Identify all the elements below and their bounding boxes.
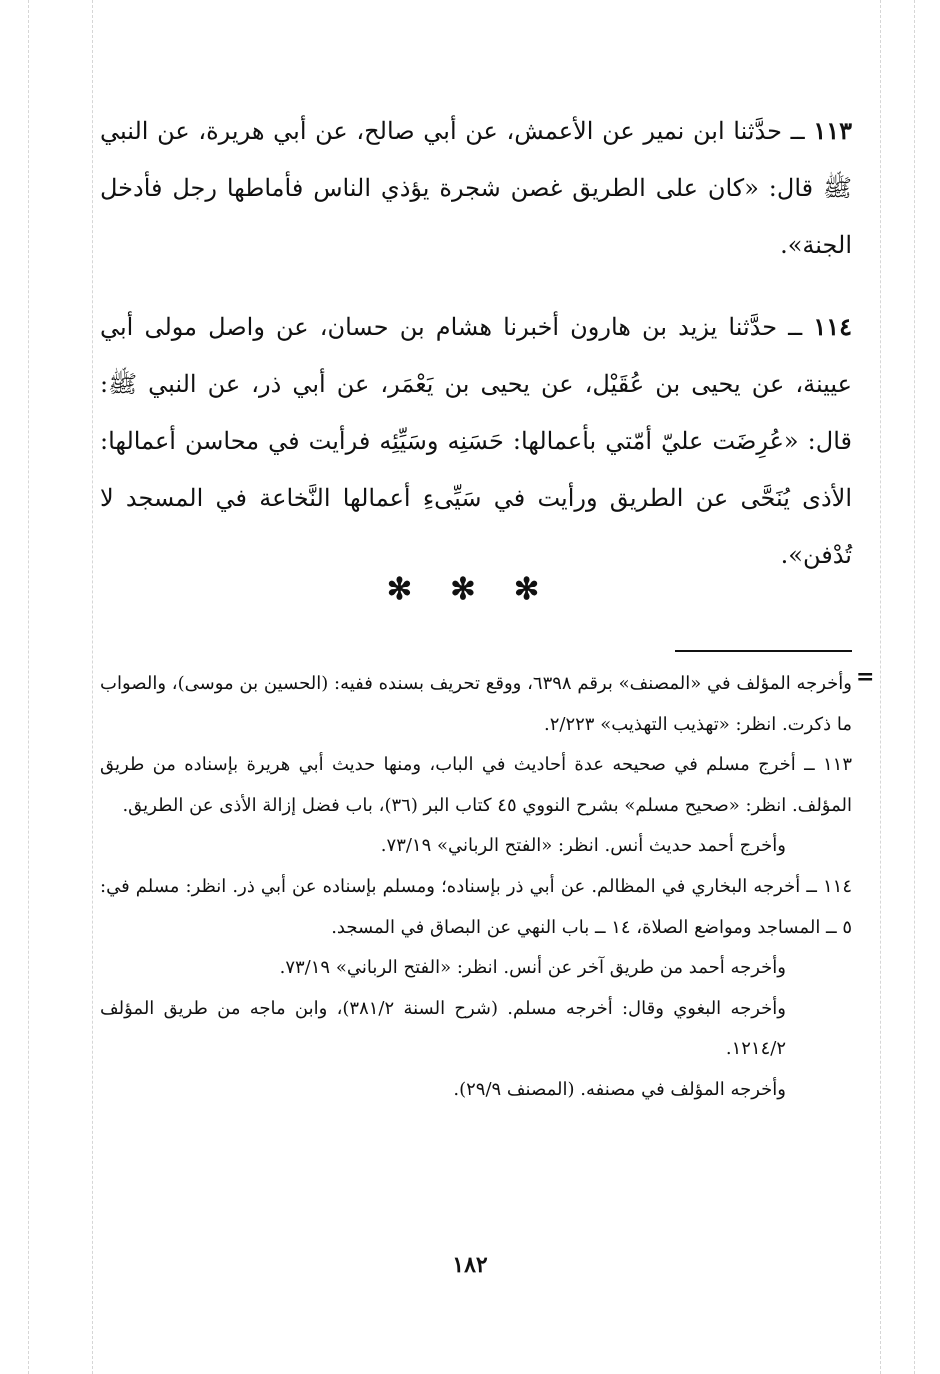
footnotes <box>100 664 852 1111</box>
footnote-114-extra: وأخرجه البغوي وقال: أخرجه مسلم. (شرح السنة ٣٨١/٢)، وابن ماجه من طريق المؤلف ١٢١٤/٢. <box>100 997 786 1060</box>
footnote-113-extra: وأخرج أحمد حديث أنس. انظر: «الفتح الرباني» ٧٣/١٩. <box>380 835 786 857</box>
hadith-number: ١١٤ <box>813 312 852 341</box>
page-number: ١٨٢ <box>452 1252 488 1278</box>
hadith-text: ــ حدَّثنا ابن نمير عن الأعمش، عن أبي صالح، عن أبي هريرة، عن النبي ﷺ قال: «كان على الطريق غصن شجرة يؤذي الناس فأماطها رجل فأدخل الجنة». <box>100 117 852 259</box>
scan-guide-line <box>914 0 915 1374</box>
footnote-114-extra: وأخرجه المؤلف في مصنفه. (المصنف ٢٩/٩). <box>453 1078 786 1100</box>
continuation-marker: = <box>856 664 875 690</box>
hadith-113 <box>100 102 852 274</box>
section-separator: ✻ ✻ ✻ <box>386 572 554 607</box>
hadith-114 <box>100 298 852 584</box>
footnote-114-extra: وأخرجه أحمد من طريق آخر عن أنس. انظر: «الفتح الرباني» ٧٣/١٩. <box>279 957 786 979</box>
hadith-text: ــ حدَّثنا يزيد بن هارون أخبرنا هشام بن حسان، عن واصل مولى أبي عيينة، عن يحيى بن عُقَيْل، عن يحيى بن يَعْمَر، عن أبي ذر، عن النبي ﷺ: قال: «عُرِضَت عليّ أمّتي بأعمالها: حَسَنِه وسَيِّئِه فرأيت في محاسن أعمالها: الأذى يُنَحَّى عن الطريق ورأيت في سَيِّىءِ أعمالها النَّخاعة في المسجد لا تُدْفن». <box>100 313 852 569</box>
scan-guide-line <box>880 0 881 1374</box>
hadith-number: ١١٣ <box>813 116 852 145</box>
scan-guide-line <box>92 0 93 1374</box>
footnote-continuation: وأخرجه المؤلف في «المصنف» برقم ٦٣٩٨، ووقع تحريف بسنده ففيه: (الحسين بن موسى)، والصواب ما ذكرت. انظر: «تهذيب التهذيب» ٢/٢٢٣. <box>100 673 852 735</box>
footnote-113: ١١٣ ــ أخرج مسلم في صحيحه عدة أحاديث في الباب، ومنها حديث أبي هريرة بإسناده من طريق المؤلف. انظر: «صحيح مسلم» بشرح النووي ٤٥ كتاب البر (٣٦)، باب فضل إزالة الأذى عن الطريق. <box>100 754 852 816</box>
main-text <box>100 102 852 608</box>
scan-guide-line <box>28 0 29 1374</box>
footnote-114: ١١٤ ــ أخرجه البخاري في المظالم. عن أبي ذر بإسناده؛ ومسلم بإسناده عن أبي ذر. انظر: مسلم في: ٥ ــ المساجد ومواضع الصلاة، ١٤ ــ باب النهي عن البصاق في المسجد. <box>100 875 852 938</box>
footnote-rule <box>675 650 852 652</box>
